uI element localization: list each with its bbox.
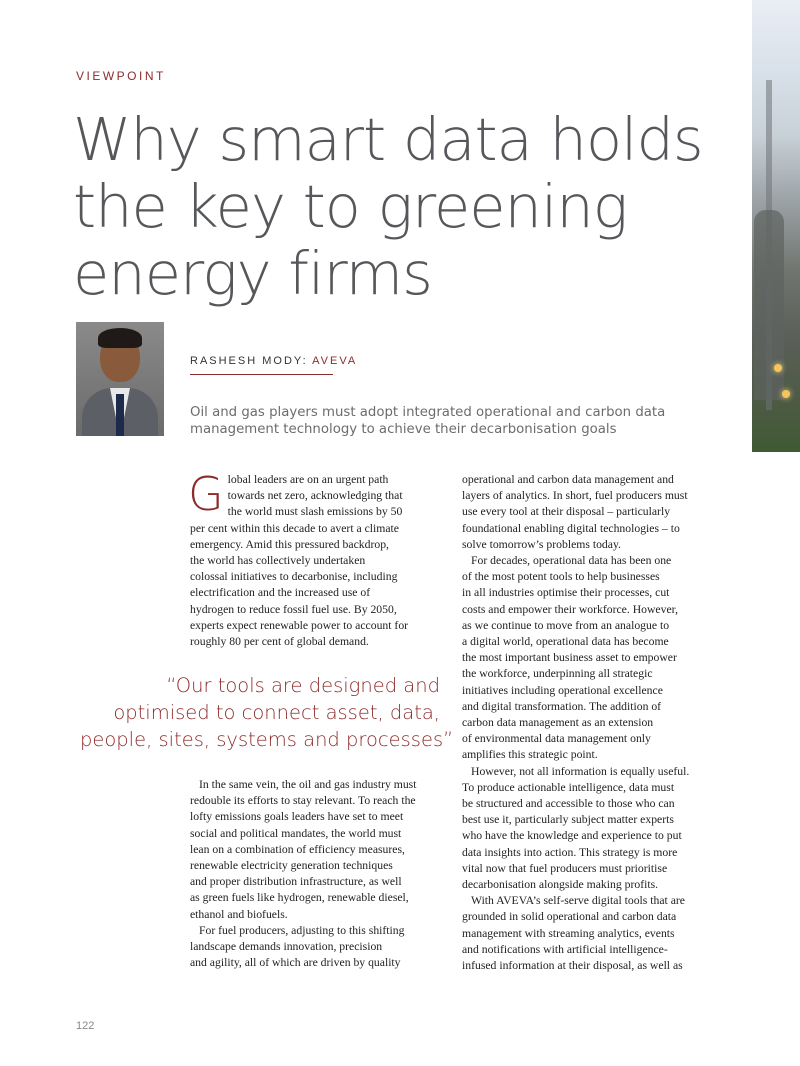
body-line: use every tool at their disposal – particularly	[462, 505, 671, 519]
author-company: AVEVA	[312, 355, 358, 367]
author-name: RASHESH MODY:	[190, 355, 313, 367]
title-line: the key to greening	[73, 172, 628, 241]
pull-quote-line: people, sites, systems and processes”	[80, 728, 454, 751]
body-line: For fuel producers, adjusting to this shifting	[199, 923, 405, 937]
title-line: Why smart data holds	[73, 105, 703, 174]
body-line: roughly 80 per cent of global demand.	[190, 635, 369, 649]
body-line: In the same vein, the oil and gas industry must	[199, 778, 417, 791]
body-column-left-bottom	[190, 777, 438, 971]
article-title	[73, 106, 743, 307]
body-line: vital now that fuel producers must prioritise	[462, 861, 668, 875]
body-line: and notifications with artificial intelligence-	[462, 942, 668, 956]
body-line: as green fuels like hydrogen, renewable diesel,	[190, 891, 409, 905]
body-line: ethanol and biofuels.	[190, 907, 288, 921]
body-line: a digital world, operational data has become	[462, 635, 669, 649]
body-line: of the most potent tools to help businesses	[462, 570, 660, 584]
body-column-right	[462, 472, 710, 974]
body-line: social and political mandates, the world must	[190, 826, 402, 840]
body-line: as we continue to move from an analogue to	[462, 618, 670, 632]
body-line: decarbonisation alongside making profits.	[462, 878, 659, 892]
body-line: the world has collectively undertaken	[190, 554, 366, 568]
body-line: solve tomorrow’s problems today.	[462, 537, 621, 551]
body-line: lobal leaders are on an urgent path	[227, 473, 389, 486]
byline	[190, 355, 357, 367]
body-line: colossal initiatives to decarbonise, including	[190, 570, 398, 584]
byline-divider	[190, 374, 333, 375]
body-line: With AVEVA’s self-serve digital tools that are	[471, 894, 685, 908]
body-line: and proper distribution infrastructure, as well	[190, 875, 402, 889]
body-line: costs and empower their workforce. However,	[462, 602, 678, 616]
body-line: lean on a combination of efficiency measures,	[190, 842, 405, 856]
body-line: be structured and accessible to those who can	[462, 797, 675, 811]
body-line: initiatives including operational excellence	[462, 683, 663, 697]
body-line: data insights into action. This strategy is more	[462, 845, 678, 859]
body-line: amplifies this strategic point.	[462, 748, 598, 762]
body-line: carbon data management as an extension	[462, 716, 654, 730]
page-number: 122	[76, 1020, 95, 1032]
body-line: and agility, all of which are driven by quality	[190, 956, 401, 970]
section-label: VIEWPOINT	[76, 69, 166, 83]
body-line: foundational enabling digital technologies – to	[462, 521, 680, 535]
pull-quote-line: “Our tools are designed and	[166, 674, 440, 697]
body-line: However, not all information is equally useful.	[471, 764, 690, 778]
body-line: hydrogen to reduce fossil fuel use. By 2050,	[190, 602, 397, 616]
body-line: the workforce, underpinning all strategic	[462, 667, 653, 681]
body-line: who have the knowledge and experience to put	[462, 829, 682, 843]
body-line: landscape demands innovation, precision	[190, 940, 383, 954]
body-line: and digital transformation. The addition of	[462, 699, 662, 713]
body-line: management with streaming analytics, events	[462, 926, 675, 940]
body-line: the most important business asset to empower	[462, 651, 677, 665]
body-line: per cent within this decade to avert a climate	[190, 521, 399, 535]
body-line: renewable electricity generation techniques	[190, 859, 393, 873]
body-line: in all industries optimise their processes, cut	[462, 586, 670, 600]
body-line: electrification and the increased use of	[190, 586, 371, 600]
body-column-left-top	[188, 467, 438, 650]
refinery-photo	[752, 0, 800, 452]
body-line: emergency. Amid this pressured backdrop,	[190, 537, 389, 551]
body-line: operational and carbon data management and	[462, 473, 674, 486]
body-line: best use it, particularly subject matter experts	[462, 813, 674, 827]
body-line: To produce actionable intelligence, data must	[462, 780, 675, 794]
drop-cap: G	[188, 467, 224, 521]
body-line: grounded in solid operational and carbon data	[462, 910, 677, 924]
pull-quote	[80, 672, 454, 753]
pull-quote-line: optimised to connect asset, data,	[113, 701, 440, 724]
body-line: experts expect renewable power to account for	[190, 618, 409, 632]
author-photo	[76, 322, 164, 436]
body-line: lofty emissions goals leaders have set to meet	[190, 810, 404, 824]
body-line: of environmental data management only	[462, 732, 651, 746]
body-line: redouble its efforts to stay relevant. To reach the	[190, 794, 416, 808]
body-line: infused information at their disposal, as well as	[462, 959, 683, 973]
body-line: For decades, operational data has been one	[471, 554, 672, 568]
body-line: the world must slash emissions by 50	[227, 505, 403, 519]
standfirst: Oil and gas players must adopt integrated operational and carbon data management technology to achieve their decarbonisation goals	[190, 405, 666, 437]
title-line: energy firms	[73, 239, 432, 308]
body-line: towards net zero, acknowledging that	[227, 489, 403, 503]
body-line: layers of analytics. In short, fuel producers must	[462, 489, 688, 503]
